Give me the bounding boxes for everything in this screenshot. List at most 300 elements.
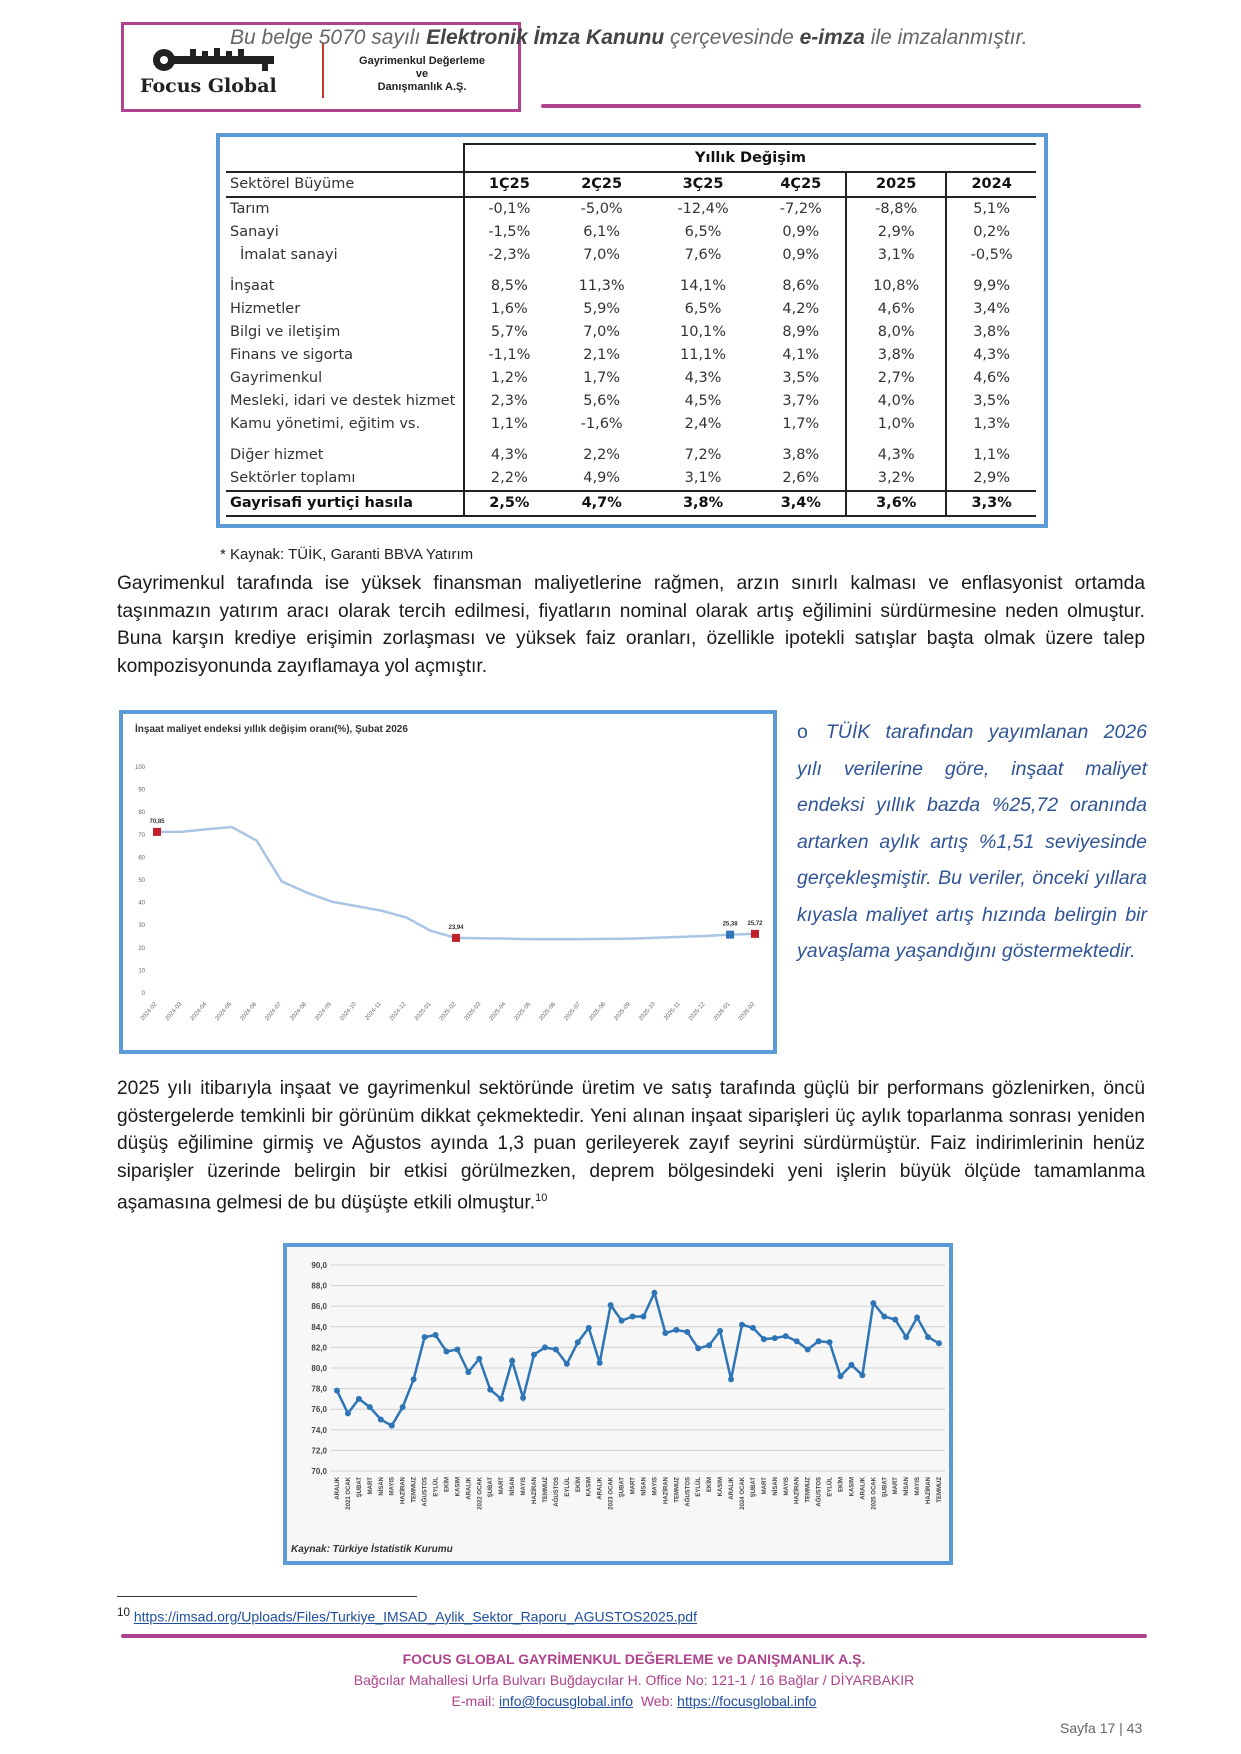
table-cell: 1,0% (846, 413, 946, 436)
table-cell: 4,2% (756, 298, 846, 321)
data-point (684, 1329, 690, 1335)
data-marker (751, 930, 759, 938)
footnote-number: 10 (117, 1606, 130, 1619)
footer-divider (121, 1634, 1147, 1638)
footer-address: Bağcılar Mahallesi Urfa Bulvarı Buğdaycılar H. Office No: 121-1 / 16 Bağlar / DİYARBAKIR (353, 1672, 915, 1688)
data-point (914, 1315, 920, 1321)
data-point (389, 1423, 395, 1429)
y-tick-label: 10 (138, 968, 145, 975)
series-line (157, 827, 755, 939)
table-cell: 3,5% (973, 393, 1011, 409)
data-point (794, 1338, 800, 1344)
table-cell: 11,3% (578, 278, 625, 294)
table-cell: 0,9% (756, 221, 846, 244)
y-tick-label: 20 (138, 945, 145, 952)
x-tick-label: TEMMUZ (542, 1477, 549, 1503)
table-header-sector: Sektörel Büyüme (226, 172, 464, 197)
x-tick-label: 2021 OCAK (345, 1477, 352, 1510)
data-point (465, 1369, 471, 1375)
table-cell: 6,5% (684, 224, 722, 240)
row-label: İnşaat (226, 275, 464, 298)
x-tick-label: EYLÜL (827, 1477, 834, 1497)
table-cell: 2,2% (490, 470, 528, 486)
table-header-col: 1Ç25 (464, 172, 554, 197)
table-cell: 8,5% (490, 278, 528, 294)
data-point (881, 1314, 887, 1320)
data-point (783, 1333, 789, 1339)
x-tick-label: MART (499, 1477, 506, 1495)
x-tick-label: 2024-06 (239, 1001, 259, 1023)
table-cell: 4,3% (846, 444, 946, 467)
data-point (400, 1404, 406, 1410)
email-link[interactable]: info@focusglobal.info (498, 1693, 634, 1709)
y-tick-label: 82,0 (311, 1343, 327, 1353)
table-cell: -5,0% (580, 201, 623, 217)
x-tick-label: ARALIK (729, 1477, 736, 1500)
row-label: Diğer hizmet (226, 444, 464, 467)
table-cell: 2,3% (490, 393, 528, 409)
total-cell: 4,7% (554, 491, 650, 516)
total-cell: 3,3% (946, 491, 1036, 516)
table-row (226, 390, 1036, 413)
row-label: Tarım (226, 197, 464, 221)
data-point (443, 1349, 449, 1355)
table-cell: 4,6% (846, 298, 946, 321)
x-tick-label: 2025-12 (687, 1001, 707, 1023)
table-cell: 8,6% (756, 275, 846, 298)
x-tick-label: MAYIS (915, 1477, 922, 1496)
x-tick-label: AĞUSTOS (685, 1477, 692, 1507)
logo-company-name (332, 55, 512, 94)
data-point (586, 1325, 592, 1331)
table-cell: 3,8% (846, 344, 946, 367)
table-cell: 2,1% (583, 347, 621, 363)
x-tick-label: 2025-11 (663, 1001, 682, 1022)
x-tick-label: 2024-09 (314, 1001, 333, 1023)
data-point (662, 1330, 668, 1336)
data-point (531, 1352, 537, 1358)
table-row (226, 367, 1036, 390)
row-label: Kamu yönetimi, eğitim vs. (226, 413, 464, 436)
confidence-index-chart (283, 1243, 953, 1565)
table-cell: 3,1% (846, 244, 946, 267)
table-cell: 2,2% (583, 447, 621, 463)
x-tick-label: TEMMUZ (937, 1477, 943, 1503)
footnote-divider (117, 1596, 417, 1597)
data-point (498, 1396, 504, 1402)
x-tick-label: 2025 OCAK (871, 1477, 878, 1510)
data-label: 70,85 (149, 818, 165, 825)
page-number: Sayfa 17 | 43 (1060, 1720, 1143, 1736)
row-label: Bilgi ve iletişim (226, 321, 464, 344)
x-tick-label: KASIM (455, 1477, 462, 1497)
data-point (564, 1361, 570, 1367)
x-tick-label: NİSAN (510, 1477, 517, 1496)
y-tick-label: 74,0 (311, 1425, 327, 1435)
table-cell: -7,2% (756, 197, 846, 221)
paragraph-construction (117, 1075, 1145, 1217)
table-cell: -0,1% (488, 201, 531, 217)
data-point (553, 1346, 559, 1352)
x-tick-label: EKİM (575, 1477, 582, 1492)
table-cell: 7,6% (684, 247, 722, 263)
x-tick-label: 2024-08 (289, 1001, 309, 1023)
x-tick-label: ŞUBAT (488, 1477, 495, 1498)
y-tick-label: 72,0 (311, 1446, 327, 1456)
table-spacer (226, 267, 1036, 275)
data-point (925, 1334, 931, 1340)
table-cell: 1,7% (756, 413, 846, 436)
table-cell: 3,1% (684, 470, 722, 486)
data-point (717, 1328, 723, 1334)
x-tick-label: TEMMUZ (674, 1477, 681, 1503)
table-cell: 7,2% (684, 447, 722, 463)
row-label: Sektörler toplamı (226, 467, 464, 491)
table-cell: 9,9% (973, 278, 1011, 294)
total-cell: 3,6% (846, 491, 946, 516)
table-cell: 3,4% (973, 301, 1011, 317)
data-label: 23,94 (448, 924, 464, 931)
data-point (367, 1404, 373, 1410)
bullet-icon: o (797, 721, 808, 743)
y-tick-label: 70,0 (311, 1467, 327, 1476)
logo-divider (322, 43, 324, 98)
x-tick-label: NİSAN (378, 1477, 385, 1496)
data-point (356, 1396, 362, 1402)
table-cell: 1,2% (490, 370, 528, 386)
table-cell: 1,3% (973, 416, 1011, 432)
x-tick-label: EYLÜL (696, 1477, 703, 1497)
row-label: Finans ve sigorta (226, 344, 464, 367)
x-tick-label: EYLÜL (433, 1477, 440, 1497)
data-point (476, 1356, 482, 1362)
data-point (805, 1346, 811, 1352)
y-tick-label: 50 (138, 878, 145, 884)
data-point (827, 1339, 833, 1345)
confidence-index-chart-svg (287, 1247, 949, 1561)
table-cell: 4,3% (490, 447, 528, 463)
table-row (226, 321, 1036, 344)
total-cell: 3,8% (650, 491, 757, 516)
table-cell: 7,0% (583, 324, 621, 340)
x-tick-label: HAZİRAN (794, 1477, 801, 1504)
x-tick-label: EKİM (838, 1477, 845, 1492)
x-tick-label: NİSAN (904, 1477, 911, 1496)
construction-cost-chart (119, 710, 777, 1054)
x-tick-label: 2022 OCAK (477, 1477, 484, 1510)
data-point (630, 1314, 636, 1320)
logo-name: Focus Global (140, 75, 277, 97)
table-row (226, 444, 1036, 467)
data-point (903, 1334, 909, 1340)
x-tick-label: 2025-05 (513, 1001, 533, 1023)
table-row (226, 275, 1036, 298)
table-cell: 3,8% (756, 444, 846, 467)
table-cell: 8,9% (756, 321, 846, 344)
x-tick-label: ŞUBAT (619, 1477, 626, 1498)
x-tick-label: MART (761, 1477, 768, 1495)
x-tick-label: ARALIK (860, 1477, 867, 1500)
data-point (837, 1373, 843, 1379)
table-cell: 3,2% (846, 467, 946, 491)
x-tick-label: ARALIK (466, 1477, 473, 1500)
data-point (695, 1345, 701, 1351)
table-cell: 3,5% (756, 367, 846, 390)
data-point (848, 1362, 854, 1368)
x-tick-label: ARALIK (335, 1477, 341, 1500)
table-cell: 2,7% (846, 367, 946, 390)
data-point (433, 1332, 439, 1338)
table-cell: 3,7% (756, 390, 846, 413)
y-tick-label: 90 (138, 787, 145, 794)
x-tick-label: MART (630, 1477, 637, 1495)
x-tick-label: HAZİRAN (926, 1477, 933, 1504)
data-point (892, 1317, 898, 1323)
table-cell: -1,6% (580, 416, 623, 432)
table-cell: -8,8% (846, 197, 946, 221)
table-header-col: 2025 (846, 172, 946, 197)
footnote-ref[interactable]: 10 (535, 1192, 548, 1204)
x-tick-label: 2024-03 (164, 1001, 184, 1023)
x-tick-label: EKİM (707, 1477, 714, 1492)
table-cell: 0,2% (973, 224, 1011, 240)
x-tick-label: 2023 OCAK (608, 1477, 615, 1510)
table-row (226, 344, 1036, 367)
table-cell: 4,5% (684, 393, 722, 409)
x-tick-label: 2025-06 (538, 1001, 558, 1023)
data-point (334, 1388, 340, 1394)
table-cell: 5,6% (583, 393, 621, 409)
table-cell: 10,1% (680, 324, 727, 340)
x-tick-label: NİSAN (772, 1477, 779, 1496)
x-tick-label: TEMMUZ (411, 1477, 418, 1503)
x-tick-label: HAZİRAN (400, 1477, 407, 1504)
data-point (597, 1360, 603, 1366)
x-tick-label: ŞUBAT (356, 1477, 363, 1498)
data-point (520, 1395, 526, 1401)
table-cell: 0,9% (756, 244, 846, 267)
data-point (378, 1417, 384, 1423)
x-tick-label: EKİM (444, 1477, 451, 1492)
table-cell: 4,1% (756, 344, 846, 367)
table-source: * Kaynak: TÜİK, Garanti BBVA Yatırım (220, 546, 474, 563)
table-cell: 5,7% (490, 324, 528, 340)
x-tick-label: 2024 OCAK (739, 1477, 746, 1510)
y-tick-label: 80,0 (311, 1364, 327, 1373)
row-label: Sanayi (226, 221, 464, 244)
data-point (487, 1387, 493, 1393)
x-tick-label: HAZİRAN (663, 1477, 670, 1504)
table-cell: 4,9% (583, 470, 621, 486)
footnote (117, 1606, 697, 1625)
x-tick-label: MAYIS (652, 1477, 659, 1496)
table-cell: -2,3% (488, 247, 531, 263)
table-row (226, 467, 1036, 491)
x-tick-label: NİSAN (641, 1477, 648, 1496)
total-label: Gayrisafi yurtiçi hasıla (226, 491, 464, 516)
table-cell: 2,4% (684, 416, 722, 432)
data-point (739, 1322, 745, 1328)
table-cell: -1,1% (488, 347, 531, 363)
table-group-header: Yıllık Değişim (464, 144, 1036, 172)
x-tick-label: 2024-12 (388, 1001, 408, 1023)
x-tick-label: EYLÜL (564, 1477, 571, 1497)
header-divider (541, 104, 1141, 108)
table-cell: 7,0% (583, 247, 621, 263)
x-tick-label: KASIM (849, 1477, 856, 1497)
x-tick-label: MAYIS (521, 1477, 528, 1496)
logo-company-line3: Danışmanlık A.Ş. (377, 81, 467, 93)
data-label: 25,72 (747, 920, 763, 927)
sector-growth-table-figure (216, 133, 1048, 528)
table-header-col: 3Ç25 (650, 172, 757, 197)
table-spacer (226, 436, 1036, 444)
data-point (542, 1344, 548, 1350)
data-point (936, 1340, 942, 1346)
x-tick-label: 2025-10 (638, 1001, 657, 1023)
table-cell: -0,5% (970, 247, 1013, 263)
x-tick-label: 2025-03 (463, 1001, 483, 1023)
x-tick-label: AĞUSTOS (422, 1477, 429, 1507)
x-tick-label: ARALIK (597, 1477, 604, 1500)
table-cell: 5,9% (583, 301, 621, 317)
y-tick-label: 78,0 (311, 1384, 327, 1394)
total-cell: 2,5% (464, 491, 554, 516)
table-total-row (226, 491, 1036, 516)
x-tick-label: 2025-08 (588, 1001, 608, 1023)
paragraph-real-estate: Gayrimenkul tarafında ise yüksek finansman maliyetlerine rağmen, arzın sınırlı kalması ve enflasyonist ortamda taşınmazın yatırım aracı olarak tercih edilmesi, fiyatların nominal olarak artış eğilimini sürdürmesine neden olmuştur. Buna karşın krediye erişimin zorlaşması ve yüksek faiz oranları, özellikle ipotekli satışlar başta olmak üzere talep kompozisyonunda zayıflamaya yol açmıştır. (117, 573, 1145, 677)
data-point (345, 1410, 351, 1416)
footer-company: FOCUS GLOBAL GAYRİMENKUL DEĞERLEME ve DANIŞMANLIK A.Ş. (402, 1651, 866, 1667)
y-tick-label: 90,0 (311, 1261, 327, 1270)
table-cell: 4,6% (973, 370, 1011, 386)
table-cell: 1,1% (490, 416, 528, 432)
row-label: Mesleki, idari ve destek hizmet (226, 390, 464, 413)
x-tick-label: MAYIS (783, 1477, 790, 1496)
data-point (761, 1336, 767, 1342)
x-tick-label: 2024-02 (139, 1001, 159, 1023)
table-row (226, 221, 1036, 244)
y-tick-label: 70 (138, 832, 145, 839)
table-cell: 2,9% (973, 470, 1011, 486)
chart-title: İnşaat maliyet endeksi yıllık değişim oranı(%), Şubat 2026 (135, 724, 408, 735)
x-tick-label: 2024-11 (364, 1001, 383, 1022)
x-tick-label: AĞUSTOS (553, 1477, 560, 1507)
data-point (619, 1318, 625, 1324)
construction-cost-chart-svg (123, 714, 773, 1050)
data-point (706, 1342, 712, 1348)
table-cell: 4,3% (973, 347, 1011, 363)
sector-growth-table (226, 143, 1036, 517)
y-tick-label: 60 (138, 855, 145, 862)
data-point (575, 1339, 581, 1345)
table-cell: 2,9% (846, 221, 946, 244)
table-cell: 11,1% (680, 347, 727, 363)
y-tick-label: 86,0 (311, 1302, 327, 1312)
footnote-link[interactable]: https://imsad.org/Uploads/Files/Turkiye_IMSAD_Aylik_Sektor_Raporu_AGUSTOS2025.pdf (133, 1608, 697, 1625)
data-point (859, 1372, 865, 1378)
data-point (772, 1335, 778, 1341)
x-tick-label: KASIM (586, 1477, 593, 1497)
table-cell: 1,1% (973, 447, 1011, 463)
y-tick-label: 84,0 (311, 1322, 327, 1332)
x-tick-label: MART (893, 1477, 900, 1495)
x-tick-label: KASIM (718, 1477, 725, 1497)
x-tick-label: 2025-07 (563, 1001, 583, 1023)
table-cell: 6,1% (583, 224, 621, 240)
data-point (651, 1290, 657, 1296)
table-cell: -1,5% (488, 224, 531, 240)
x-tick-label: 2024-05 (214, 1001, 234, 1023)
data-label: 25,38 (722, 921, 738, 928)
x-tick-label: HAZİRAN (532, 1477, 539, 1504)
x-tick-label: 2024-07 (264, 1001, 284, 1023)
logo-company-line2: ve (415, 68, 429, 80)
data-point (454, 1346, 460, 1352)
x-tick-label: MART (367, 1477, 374, 1495)
data-marker (726, 931, 734, 939)
table-cell: 1,6% (490, 301, 528, 317)
table-cell: 2,6% (756, 467, 846, 491)
y-tick-label: 100 (134, 765, 145, 771)
row-label: Hizmetler (226, 298, 464, 321)
x-tick-label: MAYIS (389, 1477, 396, 1496)
chart-source: Kaynak: Türkiye İstatistik Kurumu (291, 1544, 453, 1555)
data-point (673, 1327, 679, 1333)
table-cell: 8,0% (846, 321, 946, 344)
y-tick-label: 88,0 (311, 1281, 327, 1291)
esignature-notice: Bu belge 5070 sayılı Elektronik İmza Kanunu çerçevesinde e-imza ile imzalanmıştır. (230, 26, 1028, 49)
footer-contact: E-mail: info@focusglobal.info Web: https://focusglobal.info (451, 1693, 817, 1709)
y-tick-label: 76,0 (311, 1405, 327, 1415)
data-point (411, 1376, 417, 1382)
y-tick-label: 80 (138, 810, 145, 817)
data-point (728, 1376, 734, 1382)
table-cell: 1,7% (583, 370, 621, 386)
data-point (422, 1334, 428, 1340)
data-marker (452, 934, 460, 942)
table-cell: 10,8% (846, 275, 946, 298)
data-point (640, 1314, 646, 1320)
y-tick-label: 40 (138, 900, 145, 907)
table-row (226, 298, 1036, 321)
table-header-col: 4Ç25 (756, 172, 846, 197)
x-tick-label: 2025-02 (438, 1001, 458, 1023)
table-cell: 3,8% (973, 324, 1011, 340)
x-tick-label: TEMMUZ (805, 1477, 812, 1503)
row-label: İmalat sanayi (226, 244, 464, 267)
row-label: Gayrimenkul (226, 367, 464, 390)
side-note-text: TÜİK tarafından yayımlanan 2026 yılı verilerine göre, inşaat maliyet endeksi yıllık bazda %25,72 oranında artarken aylık artış %1,51 seviyesinde gerçekleşmiştir. Bu veriler, önceki yıllara kıyasla maliyet artış hızında belirgin bir yavaşlama yaşandığını göstermektedir. (797, 721, 1147, 962)
data-point (509, 1358, 515, 1364)
x-tick-label: 2025-04 (488, 1001, 508, 1023)
y-tick-label: 0 (141, 991, 145, 997)
x-tick-label: 2026-01 (712, 1001, 732, 1023)
table-cell: 5,1% (973, 201, 1011, 217)
table-header-col: 2Ç25 (554, 172, 650, 197)
table-header-col: 2024 (946, 172, 1036, 197)
web-link[interactable]: https://focusglobal.info (677, 1693, 817, 1709)
data-point (608, 1302, 614, 1308)
total-cell: 3,4% (756, 491, 846, 516)
table-cell: -12,4% (677, 201, 729, 217)
x-tick-label: 2025-09 (613, 1001, 632, 1023)
x-tick-label: ŞUBAT (750, 1477, 757, 1498)
data-point (750, 1325, 756, 1331)
x-tick-label: 2024-10 (339, 1001, 358, 1023)
table-row (226, 413, 1036, 436)
x-tick-label: AĞUSTOS (816, 1477, 823, 1507)
